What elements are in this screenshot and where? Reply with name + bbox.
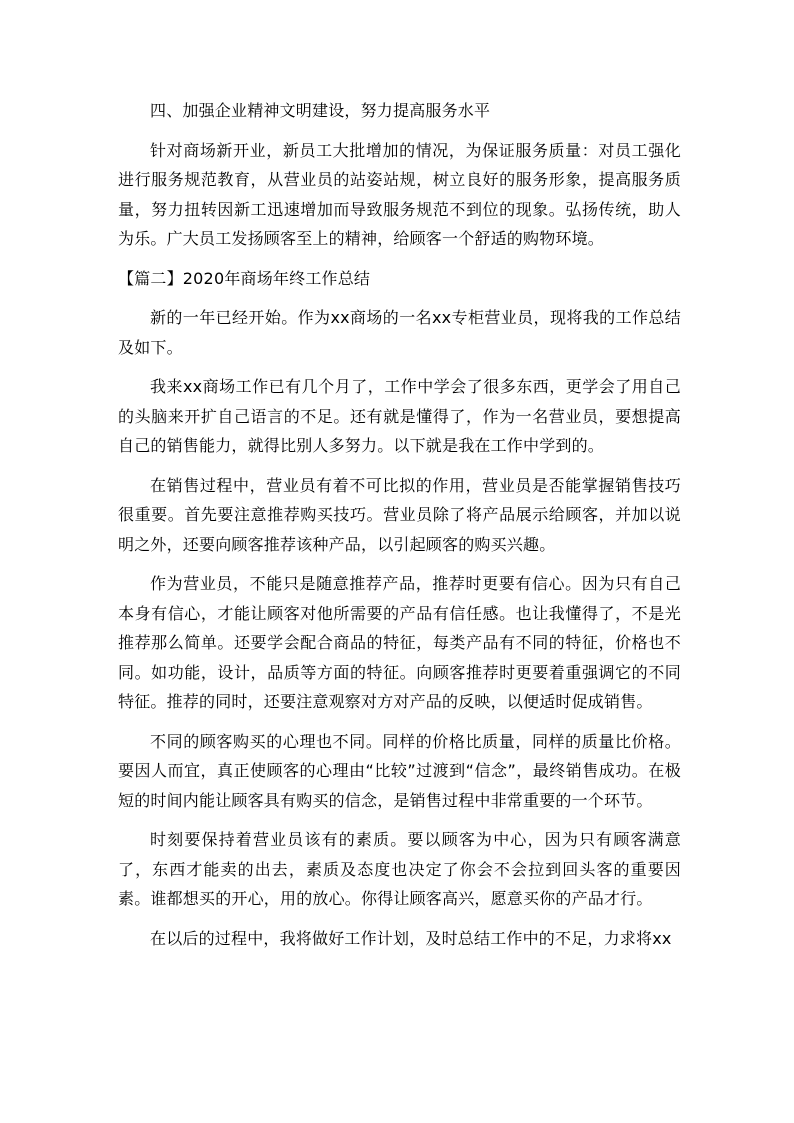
body-paragraph: 在销售过程中，营业员有着不可比拟的作用，营业员是否能掌握销售技巧很重要。首先要注意推荐购买技巧。营业员除了将产品展示给顾客，并加以说明之外，还要向顾客推荐该种产品，以引起顾客的购买兴趣。 xyxy=(118,475,681,554)
body-paragraph: 作为营业员，不能只是随意推荐产品，推荐时更要有信心。因为只有自己本身有信心，才能让顾客对他所需要的产品有信任感。也让我懂得了，不是光推荐那么简单。还要学会配合商品的特征，每类产品有不同的特征，价格也不同。如功能，设计，品质等方面的特征。向顾客推荐时更要着重强调它的不同特征。推荐的同时，还要注意观察对方对产品的反映，以便适时促成销售。 xyxy=(118,574,681,711)
chapter-title: 【篇二】2020年商场年终工作总结 xyxy=(118,268,371,288)
section-heading: 四、加强企业精神文明建设，努力提高服务水平 xyxy=(150,101,491,120)
body-paragraph: 针对商场新开业，新员工大批增加的情况，为保证服务质量：对员工强化进行服务规范教育，从营业员的站姿站规，树立良好的服务形象，提高服务质量，努力扭转因新工迅速增加而导致服务规范不到位的现象。弘扬传统，助人为乐。广大员工发扬顾客至上的精神，给顾客一个舒适的购物环境。 xyxy=(118,140,681,248)
document-body xyxy=(118,96,681,953)
body-paragraph: 不同的顾客购买的心理也不同。同样的价格比质量，同样的质量比价格。要因人而宜，真正使顾客的心理由“比较”过渡到“信念”，最终销售成功。在极短的时间内能让顾客具有购买的信念，是销售过程中非常重要的一个环节。 xyxy=(118,731,681,810)
body-paragraph: 时刻要保持着营业员该有的素质。要以顾客为中心，因为只有顾客满意了，东西才能卖的出去，素质及态度也决定了你会不会拉到回头客的重要因素。谁都想买的开心，用的放心。你得让顾客高兴，愿意买你的产品才行。 xyxy=(118,830,681,908)
body-paragraph: 在以后的过程中，我将做好工作计划，及时总结工作中的不足，力求将xx xyxy=(150,928,672,948)
body-paragraph: 新的一年已经开始。作为xx商场的一名xx专柜营业员，现将我的工作总结及如下。 xyxy=(118,308,681,357)
body-paragraph: 我来xx商场工作已有几个月了，工作中学会了很多东西，更学会了用自己的头脑来开扩自己语言的不足。还有就是懂得了，作为一名营业员，要想提高自己的销售能力，就得比别人多努力。以下就是我在工作中学到的。 xyxy=(118,377,681,455)
